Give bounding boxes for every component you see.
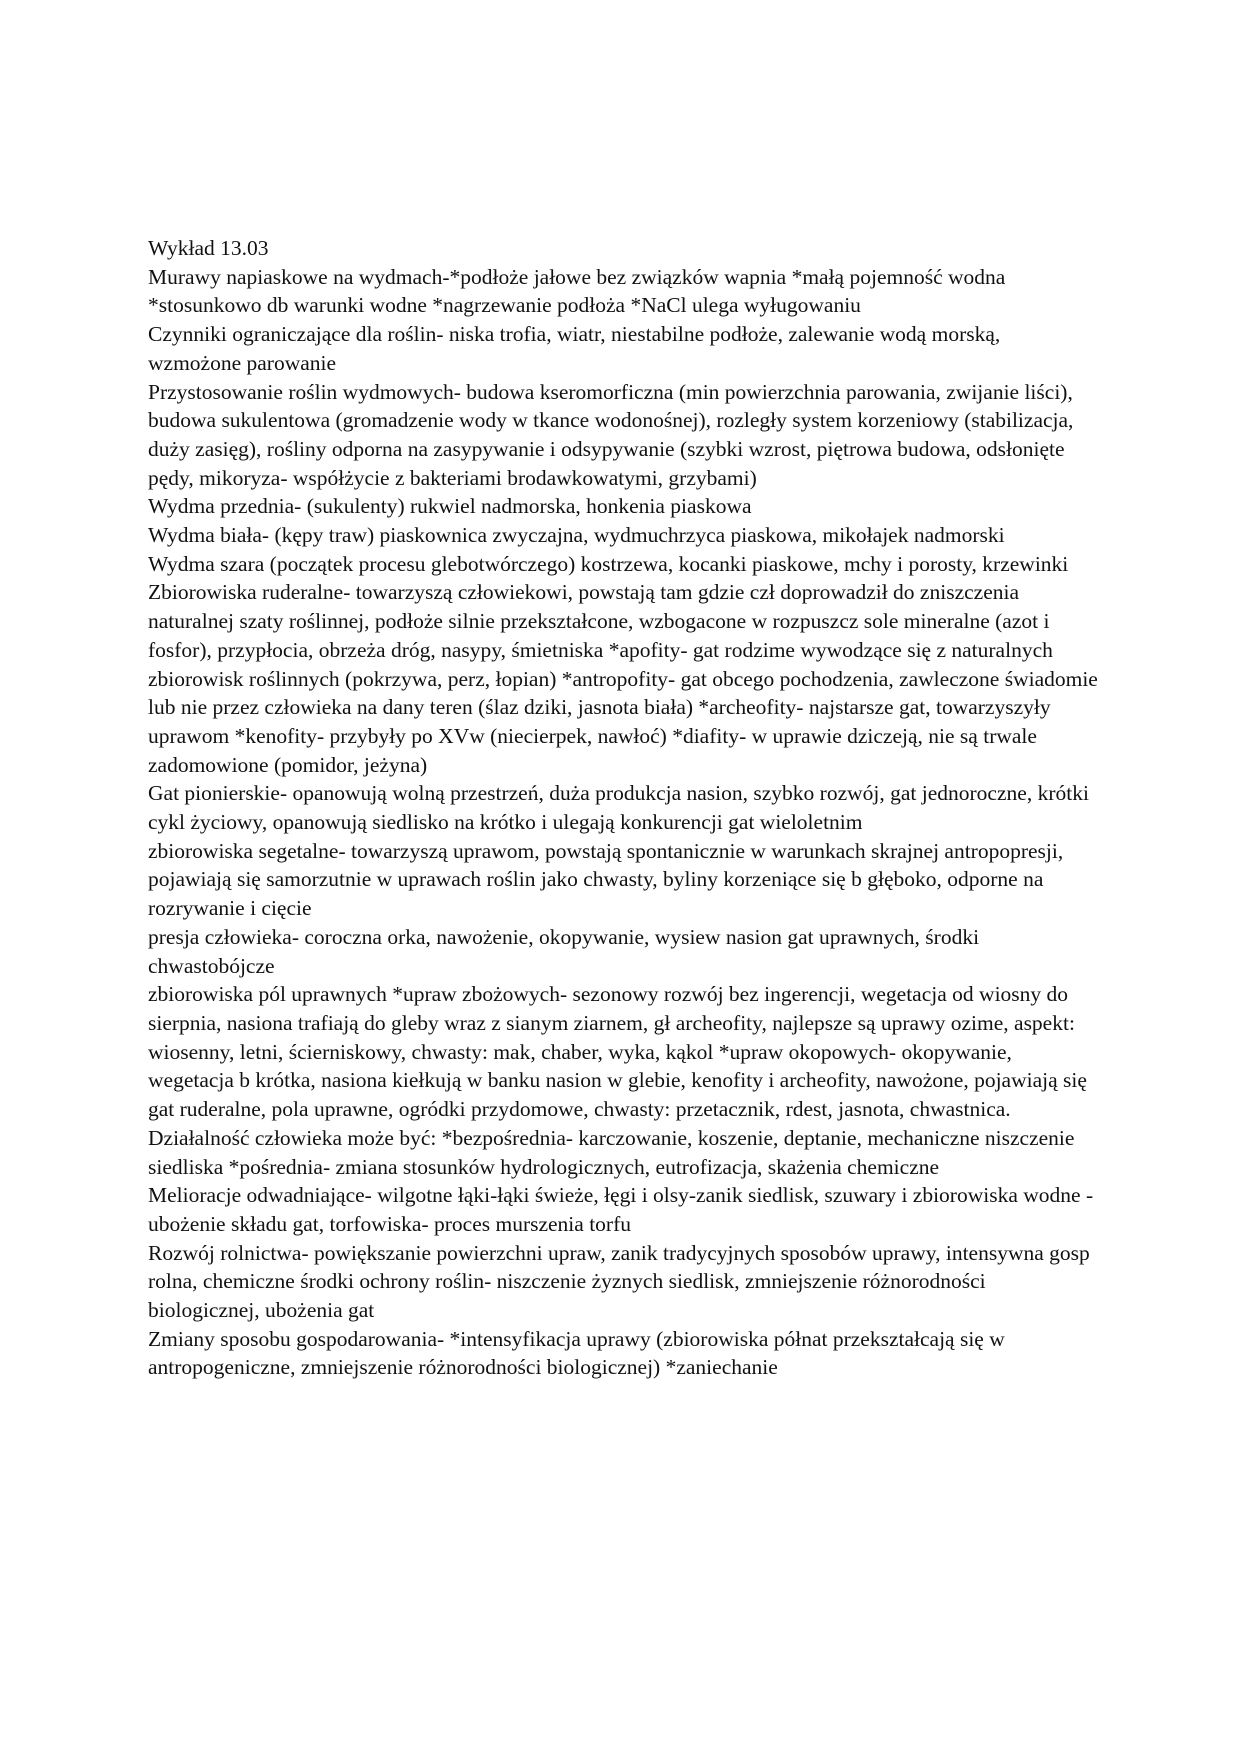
paragraph-presja-czlowieka: presja człowieka- coroczna orka, nawożenie, okopywanie, wysiew nasion gat uprawnych, środki chwastobójcze <box>148 924 980 978</box>
paragraph-zbiorowiska-segetalne: zbiorowiska segetalne- towarzyszą uprawom, powstają spontanicznie w warunkach skrajnej antropopresji, pojawiają się samorzutnie w uprawach roślin jako chwasty, byliny korzeniące się b głęboko, odporne na rozrywanie i cięcie <box>148 838 1064 921</box>
paragraph-gat-pionierskie: Gat pionierskie- opanowują wolną przestrzeń, duża produkcja nasion, szybko rozwój, gat jednoroczne, krótki cykl życiowy, opanowują siedlisko na krótko i ulegają konkurencji gat wieloletnim <box>148 781 1089 835</box>
paragraph-melioracje: Melioracje odwadniające- wilgotne łąki-łąki świeże, łęgi i olsy-zanik siedlisk, szuwary i zbiorowiska wodne -ubożenie składu gat, torfowiska- proces murszenia torfu <box>148 1183 1094 1236</box>
paragraph-wydma-biala: Wydma biała- (kępy traw) piaskownica zwyczajna, wydmuchrzyca piaskowa, mikołajek nadmorski <box>148 523 1005 548</box>
paragraph-dzialalnosc-czlowieka: Działalność człowieka może być: *bezpośrednia- karczowanie, koszenie, deptanie, mechaniczne niszczenie siedliska *pośrednia- zmiana stosunków hydrologicznych, eutrofizacja, skażenia chemiczne <box>148 1125 1075 1179</box>
paragraph-zmiany-gospodarowania: Zmiany sposobu gospodarowania- *intensyfikacja uprawy (zbiorowiska półnat przekształcają się w antropogeniczne, zmniejszenie różnorodności biologicznej) *zaniechanie <box>148 1326 1005 1380</box>
paragraph-wydma-przednia: Wydma przednia- (sukulenty) rukwiel nadmorska, honkenia piaskowa <box>148 494 752 519</box>
paragraph-zbiorowiska-pol: zbiorowiska pól uprawnych *upraw zbożowych- sezonowy rozwój bez ingerencji, wegetacja od wiosny do sierpnia, nasiona trafiają do gleby wraz z sianym ziarnem, gł archeofity, najlepsze są uprawy ozime, aspekt: wiosenny, letni, ścierniskowy, chwasty: mak, chaber, wyka, kąkol *upraw okopowych- okopywanie, wegetacja b krótka, nasiona kiełkują w banku nasion w glebie, kenofity i archeofity, nawożone, pojawiają się gat ruderalne, pola uprawne, ogródki przydomowe, chwasty: przetacznik, rdest, jasnota, chwastnica. <box>148 982 1087 1122</box>
paragraph-przystosowanie: Przystosowanie roślin wydmowych- budowa kseromorficzna (min powierzchnia parowania, zwijanie liści), budowa sukulentowa (gromadzenie wody w tkance wodonośnej), rozległy system korzeniowy (stabilizacja, duży zasięg), rośliny odporna na zasypywanie i odsypywanie (szybki wzrost, piętrowa budowa, odsłonięte pędy, mikoryza- współżycie z bakteriami brodawkowatymi, grzybami) <box>148 379 1074 490</box>
paragraph-rozwoj-rolnictwa: Rozwój rolnictwa- powiększanie powierzchni upraw, zanik tradycyjnych sposobów uprawy, intensywna gosp rolna, chemiczne środki ochrony roślin- niszczenie żyznych siedlisk, zmniejszenie różnorodności biologicznej, ubożenia gat <box>148 1240 1090 1323</box>
paragraph-czynniki: Czynniki ograniczające dla roślin- niska trofia, wiatr, niestabilne podłoże, zalewanie wodą morską, wzmożone parowanie <box>148 322 1001 375</box>
paragraph-zbiorowiska-ruderalne: Zbiorowiska ruderalne- towarzyszą człowiekowi, powstają tam gdzie czł doprowadził do zniszczenia naturalnej szaty roślinnej, podłoże silnie przekształcone, wzbogacone w rozpuszcz sole mineralne (azot i fosfor), przypłocia, obrzeża dróg, nasypy, śmietniska *apofity- gat rodzime wywodzące się z naturalnych zbiorowisk roślinnych (pokrzywa, perz, łopian) *antropofity- gat obcego pochodzenia, zawleczone świadomie lub nie przez człowieka na dany teren (ślaz dziki, jasnota biała) *archeofity- najstarsze gat, towarzyszyły uprawom *kenofity- przybyły po XVw (niecierpek, nawłoć) *diafity- w uprawie dziczeją, nie są trwale zadomowione (pomidor, jeżyna) <box>148 580 1098 777</box>
document-body <box>148 234 1098 1382</box>
paragraph-wydma-szara: Wydma szara (początek procesu glebotwórczego) kostrzewa, kocanki piaskowe, mchy i porosty, krzewinki <box>148 551 1069 576</box>
paragraph-murawy: Murawy napiaskowe na wydmach-*podłoże jałowe bez związków wapnia *małą pojemność wodna *stosunkowo db warunki wodne *nagrzewanie podłoża *NaCl ulega wyługowaniu <box>148 264 1006 318</box>
document-title: Wykład 13.03 <box>148 236 269 260</box>
